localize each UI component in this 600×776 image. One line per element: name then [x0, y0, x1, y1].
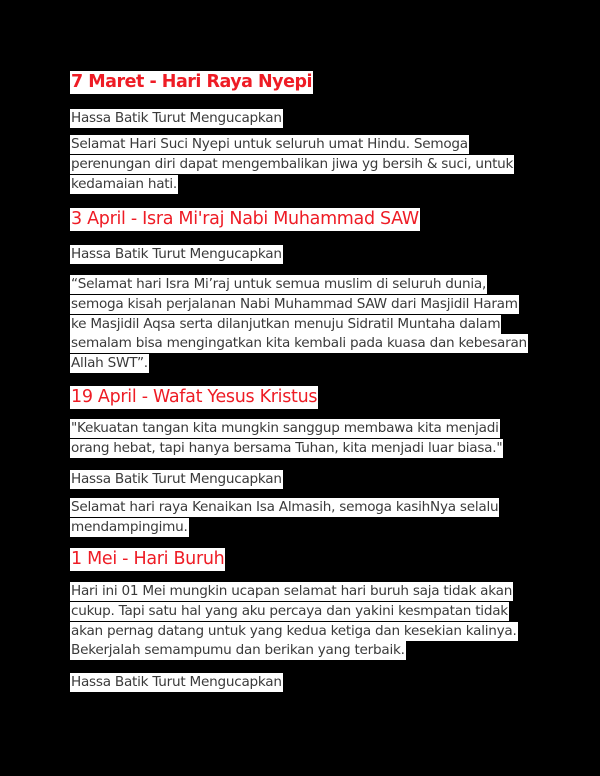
- quote-text: "Kekuatan tangan kita mungkin sanggup membawa kita menjadi orang hebat, tapi hanya bersama Tuhan, kita menjadi luar biasa.": [71, 420, 503, 456]
- section-wafat-yesus-quote-block: [70, 419, 532, 459]
- body-text: Selamat hari raya Kenaikan Isa Almasih, semoga kasihNya selalu mendampingimu.: [71, 499, 499, 535]
- section-heading: 3 April - Isra Mi'raj Nabi Muhammad SAW: [71, 209, 419, 229]
- section-heading: 19 April - Wafat Yesus Kristus: [71, 387, 318, 407]
- section-nyepi-body-block: [70, 135, 532, 194]
- section-heading: 1 Mei - Hari Buruh: [71, 549, 225, 569]
- body-text: Hari ini 01 Mei mungkin ucapan selamat hari buruh saja tidak akan cukup. Tapi satu hal yang aku percaya dan yakini kesmpatan tidak akan pernag datang untuk yang kedua ketiga dan kesekian kalinya. Bekerjalah semampumu dan berikan yang terbaik.: [71, 583, 517, 659]
- section-wafat-yesus-heading-block: [70, 384, 540, 411]
- section-nyepi-signature-block: [70, 106, 540, 130]
- section-isra-miraj-body-block: [70, 275, 532, 374]
- body-text: “Selamat hari Isra Mi’raj untuk semua muslim di seluruh dunia, semoga kisah perjalanan Nabi Muhammad SAW dari Masjidil Haram ke Masjidil Aqsa serta dilanjutkan menuju Sidratil Muntaha dalam semalam bisa mengingatkan kita kembali pada kuasa dan kebesaran Allah SWT”.: [71, 276, 527, 372]
- signature-text: Hassa Batik Turut Mengucapkan: [71, 674, 282, 690]
- signature-text: Hassa Batik Turut Mengucapkan: [71, 471, 282, 487]
- signature-text: Hassa Batik Turut Mengucapkan: [71, 246, 282, 262]
- section-nyepi-heading-block: [70, 69, 540, 96]
- section-wafat-yesus-signature-block: [70, 467, 540, 491]
- section-heading: 7 Maret - Hari Raya Nyepi: [71, 72, 312, 92]
- section-hari-buruh-body-block: [70, 582, 532, 661]
- section-wafat-yesus-body-block: [70, 498, 532, 538]
- signature-text: Hassa Batik Turut Mengucapkan: [71, 110, 282, 126]
- body-text: Selamat Hari Suci Nyepi untuk seluruh umat Hindu. Semoga perenungan diri dapat mengembalikan jiwa yg bersih & suci, untuk kedamaian hati.: [71, 136, 514, 192]
- section-isra-miraj-signature-block: [70, 242, 540, 266]
- section-hari-buruh-heading-block: [70, 546, 540, 573]
- section-isra-miraj-heading-block: [70, 206, 540, 233]
- section-hari-buruh-signature-block: [70, 670, 540, 694]
